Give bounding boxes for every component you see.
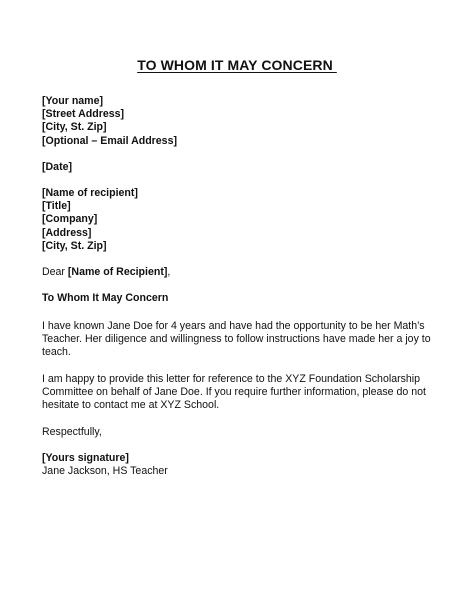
sender-name: [Your name] <box>42 95 104 107</box>
body-paragraph-1 <box>42 320 442 360</box>
recipient-city: [City, St. Zip] <box>42 239 107 252</box>
paragraph-line: Teacher. Her diligence and willingness to follow instructions have made her a joy to <box>42 333 431 346</box>
salutation <box>42 266 442 279</box>
paragraph-line: Committee on behalf of Jane Doe. If you require further information, please do not <box>42 386 426 399</box>
recipient-block <box>42 187 442 253</box>
signature-block <box>42 452 442 478</box>
paragraph-line: hesitate to contact me at XYZ School. <box>42 399 220 412</box>
signer-name: Jane Jackson, HS Teacher <box>42 465 168 478</box>
date-block <box>42 161 442 174</box>
letter-date: [Date] <box>42 161 73 173</box>
recipient-company: [Company] <box>42 213 98 226</box>
recipient-name: [Name of recipient] <box>42 187 138 199</box>
subject-line <box>42 292 442 305</box>
closing-text: Respectfully, <box>42 426 102 438</box>
recipient-title: [Title] <box>42 200 71 213</box>
sender-city: [City, St. Zip] <box>42 121 107 134</box>
salutation-name: [Name of Recipient] <box>67 266 168 278</box>
salutation-suffix: , <box>167 266 171 278</box>
recipient-address: [Address] <box>42 226 92 239</box>
sender-street: [Street Address] <box>42 108 125 121</box>
signature-placeholder: [Yours signature] <box>42 452 129 464</box>
subject-text: To Whom It May Concern <box>42 292 169 304</box>
paragraph-line: I have known Jane Doe for 4 years and have had the opportunity to be her Math’s <box>42 320 425 332</box>
paragraph-line: teach. <box>42 346 71 359</box>
body-paragraph-2 <box>42 373 442 413</box>
salutation-prefix: Dear <box>42 266 68 278</box>
closing-block <box>42 426 442 439</box>
paragraph-line: I am happy to provide this letter for reference to the XYZ Foundation Scholarship <box>42 373 421 385</box>
sender-block <box>42 95 442 148</box>
sender-email: [Optional – Email Address] <box>42 134 177 147</box>
letter-title: TO WHOM IT MAY CONCERN <box>137 57 337 73</box>
